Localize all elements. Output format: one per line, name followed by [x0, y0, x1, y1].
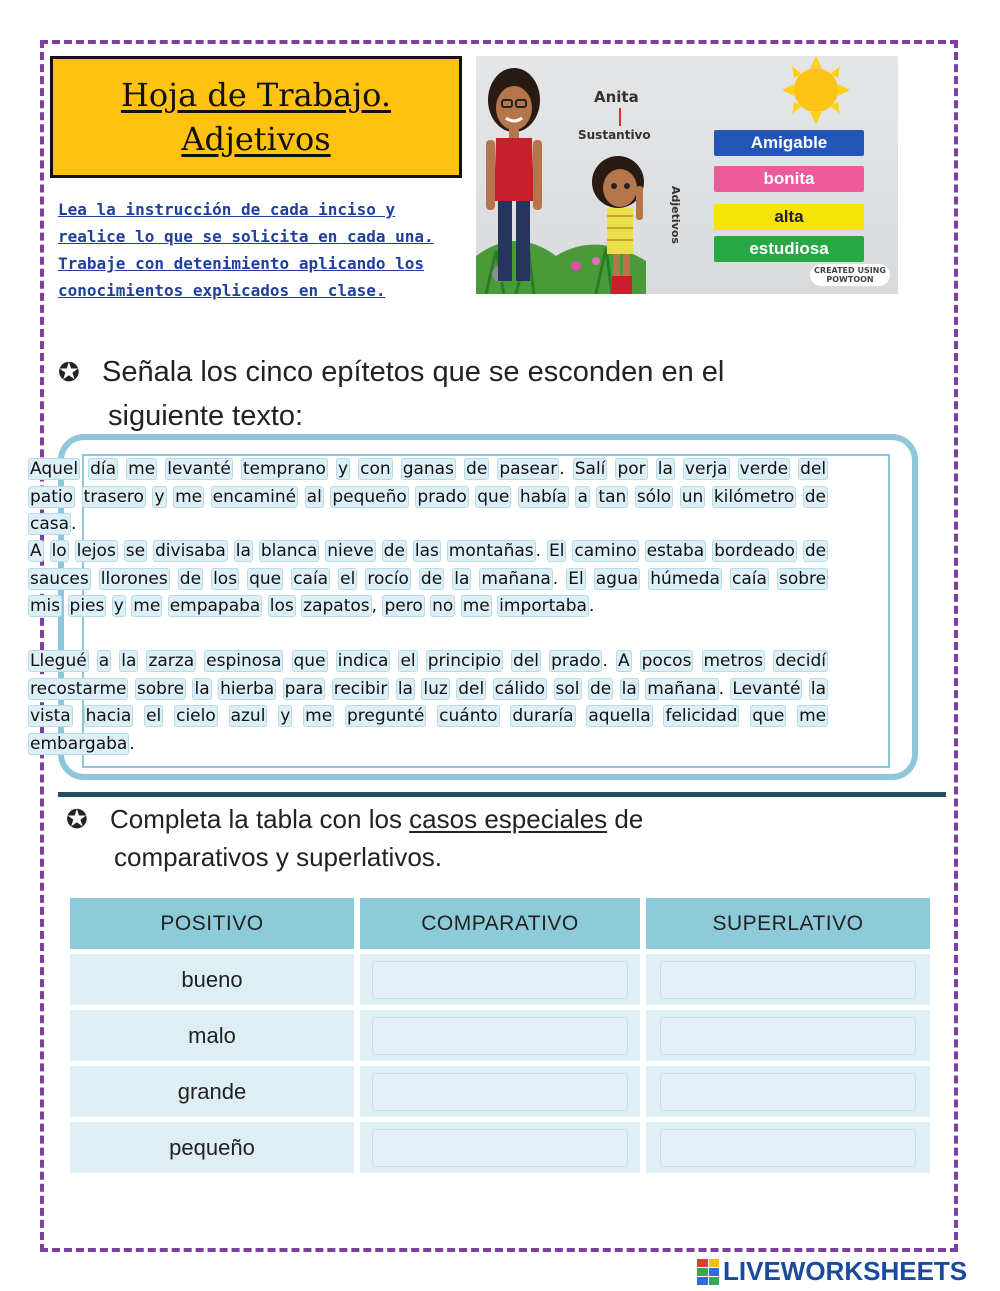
selectable-word[interactable]: indica [337, 651, 389, 671]
selectable-word[interactable]: me [175, 486, 203, 507]
adjectives-illustration [476, 56, 898, 294]
comparatives-table [70, 898, 930, 1178]
selectable-word[interactable]: a [98, 651, 110, 671]
comparativo-cell [360, 1122, 640, 1173]
selectable-word[interactable]: el [146, 706, 162, 726]
superlativo-answer-field[interactable] [660, 1017, 916, 1055]
selectable-word[interactable]: principio [427, 651, 501, 671]
selectable-word[interactable]: recibir [333, 678, 388, 699]
selectable-word[interactable]: de [804, 486, 827, 507]
selectable-word[interactable]: A [617, 651, 630, 671]
selectable-word[interactable]: me [799, 706, 827, 726]
selectable-word[interactable]: la [194, 678, 210, 699]
superlativo-answer-field[interactable] [660, 1129, 916, 1167]
star-bullet-icon: ✪ [66, 804, 88, 834]
selectable-word[interactable]: no [432, 596, 454, 616]
selectable-word[interactable]: de [383, 541, 405, 561]
selectable-word[interactable]: estaba [646, 541, 705, 561]
positivo-cell: malo [70, 1010, 354, 1061]
selectable-word[interactable]: importaba [499, 596, 587, 616]
selectable-word[interactable]: la [454, 568, 470, 589]
text-paragraph[interactable]: Aquel día me levanté temprano y con ganas de pasear . Salí por la verja verde del patio trasero y me encaminé al pequeño prado que había a tan sólo un kilómetro de casa . [30, 459, 827, 534]
selectable-word[interactable]: espinosa [206, 651, 282, 671]
selectable-word[interactable]: que [752, 706, 785, 726]
header-comparativo: COMPARATIVO [360, 898, 640, 949]
selectable-word[interactable]: sobre [136, 678, 185, 699]
instructions-text: Lea la instrucción de cada inciso y realice lo que se solicita en cada una. Trabaje con detenimiento aplicando los conocimientos explicados en clase. [58, 200, 434, 300]
adjective-pill: Amigable [714, 130, 864, 156]
selectable-word[interactable]: hierba [220, 678, 275, 699]
superlativo-answer-field[interactable] [660, 961, 916, 999]
selectable-word[interactable]: de [466, 459, 488, 479]
selectable-word[interactable]: y [337, 459, 349, 479]
superlativo-cell [646, 1066, 930, 1117]
selectable-word[interactable]: empapaba [169, 596, 261, 616]
selectable-word[interactable]: de [589, 678, 612, 699]
selectable-word[interactable]: la [121, 651, 137, 671]
liveworksheets-brand: LIVEWORKSHEETS [723, 1256, 968, 1286]
selectable-word[interactable]: Levanté [732, 678, 801, 699]
header-positivo: POSITIVO [70, 898, 354, 949]
selectable-word[interactable]: de [179, 568, 202, 589]
table-row [70, 1010, 930, 1061]
selectable-word[interactable]: agua [595, 568, 639, 589]
selectable-word[interactable]: zapatos [303, 596, 370, 616]
adjective-pill: estudiosa [714, 236, 864, 262]
selectable-word[interactable]: zarza [148, 651, 195, 671]
selectable-word[interactable]: ganas [402, 459, 454, 479]
worksheet-title: Hoja de Trabajo. [120, 76, 391, 114]
selectable-word[interactable]: trasero [83, 486, 144, 507]
selectable-word[interactable]: A [30, 541, 42, 561]
selectable-word[interactable]: casa [30, 514, 70, 534]
question2-line2: comparativos y superlativos. [114, 842, 443, 872]
selectable-word[interactable]: decidí [775, 651, 826, 671]
selectable-word[interactable]: lejos [76, 541, 116, 561]
selectable-word[interactable]: recostarme [30, 678, 127, 699]
selectable-word[interactable]: metros [703, 651, 764, 671]
selectable-word[interactable]: mañana [647, 678, 717, 699]
selectable-word[interactable]: la [657, 459, 673, 479]
selectable-word[interactable]: rocío [367, 568, 409, 589]
selectable-word[interactable]: prado [551, 651, 601, 671]
selectable-word[interactable]: me [133, 596, 161, 616]
selectable-word[interactable]: mis [30, 596, 61, 616]
selectable-word[interactable]: llorones [100, 568, 168, 589]
liveworksheets-logo-icon [697, 1259, 719, 1285]
selectable-word[interactable]: hacia [85, 706, 132, 726]
selectable-word[interactable]: duraría [512, 706, 574, 726]
comparativo-answer-field[interactable] [372, 1017, 628, 1055]
text-paragraph[interactable]: A lo lejos se divisaba la blanca nieve de las montañas . El camino estaba bordeado de sauces llorones de los que caía el rocío de la mañana . El agua húmeda caía sobre mis pies y me empapaba los zapatos , pero no me importaba . [30, 541, 827, 616]
selectable-word[interactable]: con [360, 459, 391, 479]
selectable-word[interactable]: del [458, 678, 485, 699]
selectable-word[interactable]: temprano [242, 459, 326, 479]
selectable-word[interactable]: aquella [588, 706, 651, 726]
question1-line2: siguiente texto: [108, 400, 304, 432]
superlativo-cell [646, 954, 930, 1005]
powtoon-credit-line1: CREATED USING [814, 266, 886, 275]
selectable-word[interactable]: se [125, 541, 146, 561]
question1-heading [58, 350, 724, 438]
selectable-word[interactable]: embargaba [30, 733, 128, 754]
selectable-word[interactable]: el [340, 568, 356, 589]
selectable-word[interactable]: que [477, 486, 510, 507]
comparativo-cell [360, 954, 640, 1005]
selectable-word[interactable]: lo [51, 541, 67, 561]
selectable-word[interactable]: del [800, 459, 827, 479]
selectable-word[interactable]: camino [574, 541, 637, 561]
table-header-row [70, 898, 930, 949]
question2-line1-a: Completa la tabla con los [110, 804, 410, 834]
selectable-word[interactable]: pocos [641, 651, 692, 671]
selectable-word[interactable]: luz [423, 678, 448, 699]
selectable-word[interactable]: cielo [176, 706, 216, 726]
selectable-word[interactable]: pregunté [347, 706, 425, 726]
question1-line1: Señala los cinco epítetos que se esconden en el [102, 356, 725, 388]
adjectives-label: Adjetivos [669, 186, 682, 244]
question2-underlined: casos especiales [409, 804, 608, 834]
selectable-word[interactable]: los [269, 596, 294, 616]
selectable-word[interactable]: la [810, 678, 827, 699]
selectable-word[interactable]: y [280, 706, 291, 726]
worksheet-subtitle: Adjetivos [181, 120, 331, 158]
selectable-word[interactable]: de [804, 541, 827, 561]
selectable-word[interactable]: patio [30, 486, 73, 507]
selectable-word[interactable]: felicidad [665, 706, 738, 726]
selectable-word[interactable]: El [568, 568, 584, 589]
question2-heading [66, 800, 643, 876]
selectable-word[interactable]: montañas [448, 541, 534, 561]
selectable-word[interactable]: sólo [636, 486, 672, 507]
star-bullet-icon: ✪ [58, 357, 80, 387]
selectable-word[interactable]: Salí [574, 459, 606, 479]
selectable-word[interactable]: al [306, 486, 322, 507]
selectable-word[interactable]: vista [30, 706, 71, 726]
header-superlativo: SUPERLATIVO [646, 898, 930, 949]
selectable-word[interactable]: pies [69, 596, 105, 616]
selectable-word[interactable]: caía [732, 568, 767, 589]
selectable-word[interactable]: día [90, 459, 117, 479]
selectable-word[interactable]: nieve [327, 541, 374, 561]
selectable-word[interactable]: del [513, 651, 540, 671]
noun-name-label: Anita [594, 88, 639, 106]
selectable-word[interactable]: me [462, 596, 490, 616]
selectable-word[interactable]: encaminé [212, 486, 297, 507]
selectable-word[interactable]: mañana [481, 568, 551, 589]
selectable-word[interactable]: el [400, 651, 416, 671]
comparativo-cell [360, 1010, 640, 1061]
positivo-cell: grande [70, 1066, 354, 1117]
selectable-word[interactable]: de [420, 568, 443, 589]
superlativo-cell [646, 1122, 930, 1173]
section-divider [58, 792, 946, 797]
selectable-word[interactable]: kilómetro [713, 486, 795, 507]
selectable-word[interactable]: y [113, 596, 124, 616]
selectable-word[interactable]: la [621, 678, 637, 699]
comparativo-answer-field[interactable] [372, 1129, 628, 1167]
adjective-pill: alta [714, 204, 864, 230]
selectable-word[interactable]: pero [384, 596, 423, 616]
selectable-word[interactable]: y [154, 486, 165, 507]
selectable-word[interactable]: bordeado [714, 541, 795, 561]
selectable-word[interactable]: pasear [499, 459, 558, 479]
selectable-word[interactable]: Llegué [30, 651, 87, 671]
selectable-word[interactable]: verja [684, 459, 728, 479]
selectable-word[interactable]: que [249, 568, 282, 589]
selectable-word[interactable]: blanca [260, 541, 318, 561]
selectable-word[interactable]: verde [739, 459, 789, 479]
selectable-word[interactable]: pequeño [332, 486, 407, 507]
powtoon-credit [810, 264, 890, 286]
selectable-word[interactable]: los [213, 568, 238, 589]
selectable-word[interactable]: a [577, 486, 588, 507]
liveworksheets-logo[interactable] [697, 1256, 967, 1287]
adjective-pill: bonita [714, 166, 864, 192]
selectable-word[interactable]: El [549, 541, 565, 561]
selectable-word[interactable]: me [305, 706, 333, 726]
worksheet-title-box [50, 56, 462, 178]
selectable-word[interactable]: cálido [494, 678, 546, 699]
powtoon-credit-line2: POWTOON [826, 275, 874, 284]
selectable-word[interactable]: sol [555, 678, 580, 699]
comparativo-cell [360, 1066, 640, 1117]
selectable-word[interactable]: por [617, 459, 646, 479]
selectable-word[interactable]: que [293, 651, 326, 671]
selectable-word[interactable]: caía [293, 568, 329, 589]
selectable-word[interactable]: azul [230, 706, 266, 726]
selectable-word[interactable]: para [284, 678, 324, 699]
positivo-cell: bueno [70, 954, 354, 1005]
selectable-word[interactable]: húmeda [650, 568, 720, 589]
selectable-word[interactable]: las [414, 541, 439, 561]
noun-label: Sustantivo [578, 128, 651, 142]
selectable-word[interactable]: divisaba [155, 541, 226, 561]
table-row [70, 954, 930, 1005]
selectable-word[interactable]: había [519, 486, 567, 507]
selectable-word[interactable]: tan [598, 486, 627, 507]
selectable-word[interactable]: prado [417, 486, 467, 507]
table-row [70, 1122, 930, 1173]
table-row [70, 1066, 930, 1117]
text-paragraph[interactable]: Llegué a la zarza espinosa que indica el principio del prado . A pocos metros decidí recostarme sobre la hierba para recibir la luz del cálido sol de la mañana . Levanté la vista hacia el cielo azul y me pregunté cuánto duraría aquella felicidad que me embargaba . [30, 651, 827, 754]
selectable-word[interactable]: levanté [167, 459, 231, 479]
selectable-word[interactable]: sobre [778, 568, 827, 589]
selectable-word[interactable]: un [681, 486, 704, 507]
comparativo-answer-field[interactable] [372, 1073, 628, 1111]
superlativo-cell [646, 1010, 930, 1061]
selectable-word[interactable]: la [235, 541, 251, 561]
selectable-word[interactable]: me [128, 459, 156, 479]
positivo-cell: pequeño [70, 1122, 354, 1173]
question2-line1-b: de [607, 804, 644, 834]
selectable-word[interactable]: la [397, 678, 413, 699]
selectable-word[interactable]: sauces [30, 568, 89, 589]
selectable-word[interactable]: Aquel [30, 459, 79, 479]
selectable-word[interactable]: cuánto [439, 706, 498, 726]
superlativo-answer-field[interactable] [660, 1073, 916, 1111]
comparativo-answer-field[interactable] [372, 961, 628, 999]
